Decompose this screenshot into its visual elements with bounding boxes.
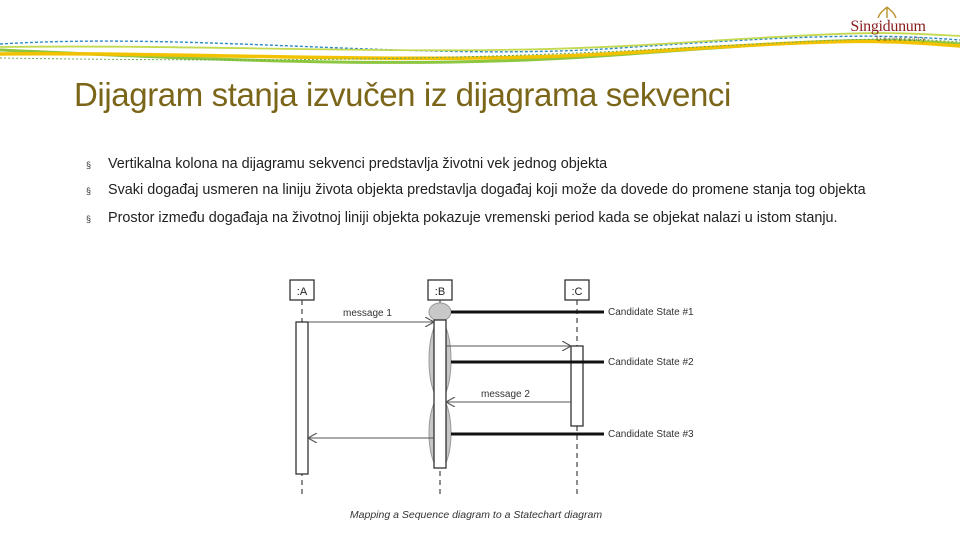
object-c-label: :C bbox=[571, 286, 583, 298]
object-b bbox=[428, 280, 452, 300]
bullet-item bbox=[84, 182, 874, 199]
activation-b bbox=[434, 320, 446, 468]
message-1-label: message 1 bbox=[343, 308, 392, 319]
page-title: Dijagram stanja izvučen iz dijagrama sekvenci bbox=[74, 76, 731, 113]
object-c bbox=[565, 280, 589, 300]
figure-caption: Mapping a Sequence diagram to a Statechart diagram bbox=[349, 509, 603, 521]
bullet-item bbox=[84, 156, 874, 173]
state-region-1 bbox=[429, 303, 451, 321]
bullet-text: Vertikalna kolona na dijagramu sekvenci predstavlja životni vek jednog objekta bbox=[108, 156, 608, 172]
object-a-label: :A bbox=[296, 286, 308, 298]
object-a bbox=[290, 280, 314, 300]
object-b-label: :B bbox=[434, 286, 446, 298]
logo-name: Singidunum bbox=[850, 18, 926, 35]
logo-subtitle: University bbox=[876, 35, 928, 43]
bullet-text: Prostor između događaja na životnoj liniji objekta pokazuje vremenski period kada se objekat nalazi u istom stanju. bbox=[108, 210, 838, 226]
bullet-item bbox=[84, 210, 874, 227]
candidate-state-1-label: Candidate State #1 bbox=[608, 307, 694, 318]
activation-c bbox=[571, 346, 583, 426]
activation-a bbox=[296, 322, 308, 474]
bullet-list bbox=[84, 156, 874, 238]
header-wave-decoration bbox=[0, 0, 960, 80]
bullet-marker: § bbox=[86, 186, 92, 196]
candidate-state-2-label: Candidate State #2 bbox=[608, 357, 694, 368]
candidate-state-3-label: Candidate State #3 bbox=[608, 429, 694, 440]
bullet-text: Svaki događaj usmeren na liniju života objekta predstavlja događaj koji može da dovede do promene stanja tog objekta bbox=[108, 182, 866, 198]
bullet-marker: § bbox=[86, 214, 92, 224]
sequence-diagram-figure bbox=[288, 270, 728, 530]
bullet-marker: § bbox=[86, 160, 92, 170]
university-logo bbox=[842, 6, 934, 44]
message-2-label: message 2 bbox=[481, 389, 530, 400]
